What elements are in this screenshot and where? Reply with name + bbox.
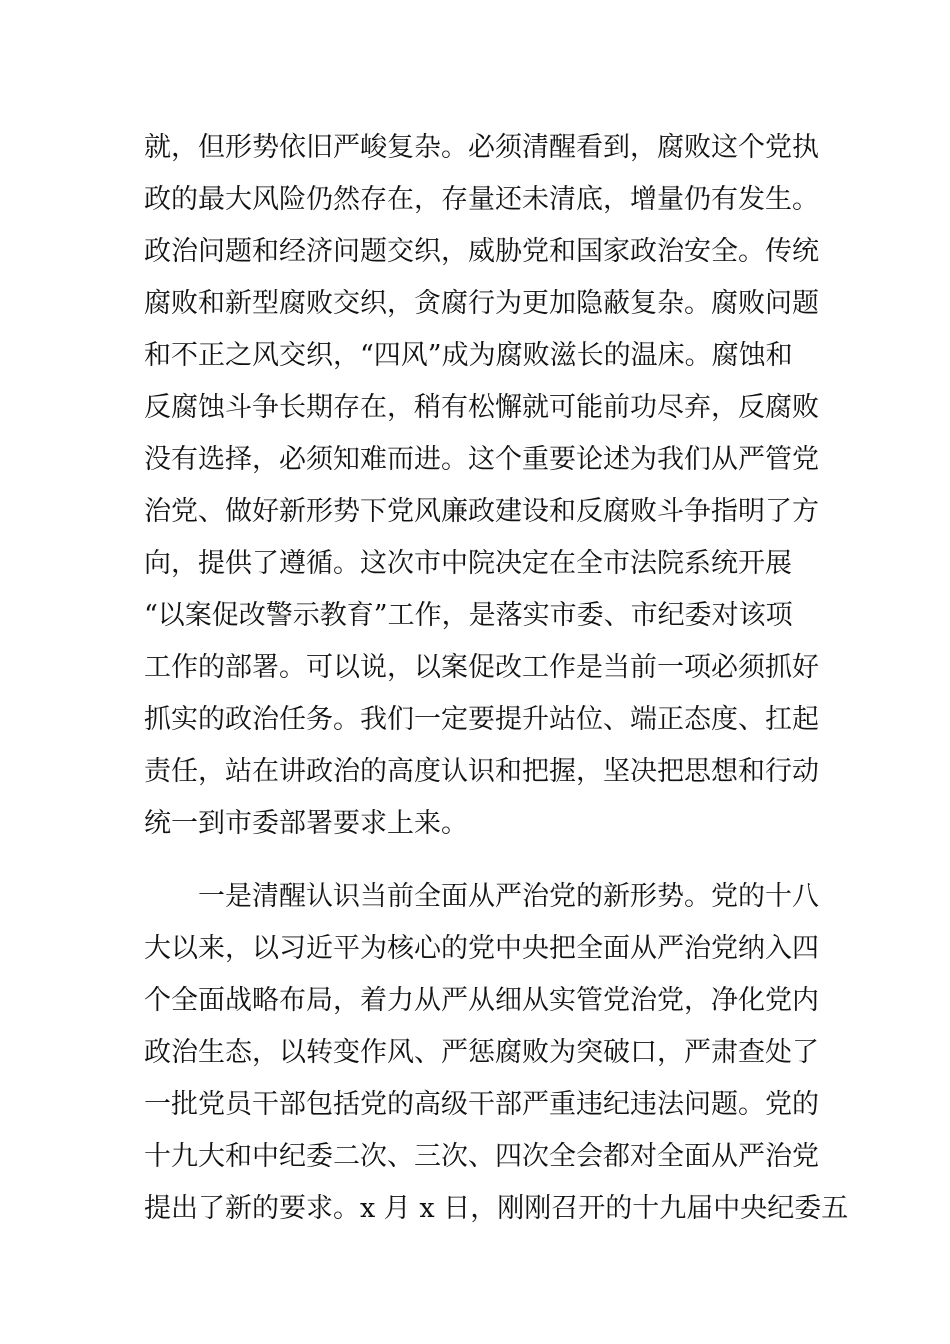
text-line: 提出了新的要求。x 月 x 日，刚刚召开的十九届中央纪委五 xyxy=(144,1193,849,1224)
text-line: 大以来，以习近平为核心的党中央把全面从严治党纳入四 xyxy=(144,933,819,964)
text-line: 统一到市委部署要求上来。 xyxy=(144,808,468,839)
text-line: 政的最大风险仍然存在，存量还未清底，增量仍有发生。 xyxy=(144,184,819,215)
text-line: 一批党员干部包括党的高级干部严重违纪违法问题。党的 xyxy=(144,1089,819,1120)
text-line: “以案促改警示教育”工作，是落实市委、市纪委对该项 xyxy=(144,600,793,631)
text-line: 和不正之风交织，“四风”成为腐败滋长的温床。腐蚀和 xyxy=(144,340,793,371)
text-line: 政治生态，以转变作风、严惩腐败为突破口，严肃查处了 xyxy=(144,1037,819,1068)
text-line: 腐败和新型腐败交织，贪腐行为更加隐蔽复杂。腐败问题 xyxy=(144,288,819,319)
text-line: 反腐蚀斗争长期存在，稍有松懈就可能前功尽弃，反腐败 xyxy=(144,392,819,423)
text-line: 个全面战略布局，着力从严从细从实管党治党，净化党内 xyxy=(144,985,819,1016)
text-line: 向，提供了遵循。这次市中院决定在全市法院系统开展 xyxy=(144,548,792,579)
text-line: 没有选择，必须知难而进。这个重要论述为我们从严管党 xyxy=(144,444,819,475)
text-line: 责任，站在讲政治的高度认识和把握，坚决把思想和行动 xyxy=(144,756,819,787)
text-line: 十九大和中纪委二次、三次、四次全会都对全面从严治党 xyxy=(144,1141,819,1172)
text-line: 就，但形势依旧严峻复杂。必须清醒看到，腐败这个党执 xyxy=(144,132,819,163)
text-line: 工作的部署。可以说，以案促改工作是当前一项必须抓好 xyxy=(144,652,819,683)
text-line: 治党、做好新形势下党风廉政建设和反腐败斗争指明了方 xyxy=(144,496,819,527)
text-line: 一是清醒认识当前全面从严治党的新形势。党的十八 xyxy=(198,881,819,912)
text-line: 抓实的政治任务。我们一定要提升站位、端正态度、扛起 xyxy=(144,704,819,735)
text-line: 政治问题和经济问题交织，威胁党和国家政治安全。传统 xyxy=(144,236,819,267)
